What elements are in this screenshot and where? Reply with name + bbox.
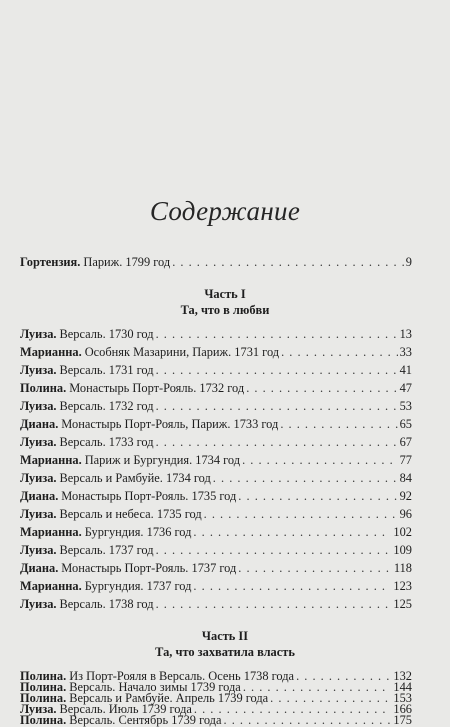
toc-entry-page: 132 bbox=[393, 669, 412, 683]
toc-entry-character: Полина. bbox=[20, 713, 67, 727]
part-2-subtitle: Та, что захватила власть bbox=[155, 645, 295, 659]
toc-entry-character: Диана. bbox=[20, 417, 59, 431]
toc-entry-title: Из Порт-Рояля в Версаль. Осень 1738 года bbox=[69, 669, 295, 683]
toc-entry[interactable] bbox=[20, 471, 412, 485]
toc-leader-dots bbox=[280, 417, 397, 431]
toc-leader-dots bbox=[156, 327, 398, 341]
toc-entry-title: Монастырь Порт-Рояль. 1735 год bbox=[61, 489, 237, 503]
toc-entry-page: 96 bbox=[399, 507, 412, 521]
toc-entry-page: 118 bbox=[393, 561, 412, 575]
toc-entry-character: Марианна. bbox=[20, 579, 82, 593]
toc-entry-page: 47 bbox=[399, 381, 412, 395]
toc-entry-title: Особняк Мазарини, Париж. 1731 год bbox=[84, 345, 280, 359]
toc-entry-title: Версаль. 1730 год bbox=[59, 327, 154, 341]
toc-entry-character: Луиза. bbox=[20, 399, 57, 413]
toc-entry-page: 109 bbox=[393, 543, 412, 557]
toc-entry-page: 13 bbox=[399, 327, 412, 341]
toc-entry-title: Версаль и Рамбуйе. 1734 год bbox=[59, 471, 211, 485]
toc-entry-prologue[interactable] bbox=[20, 255, 412, 269]
toc-entry-character: Луиза. bbox=[20, 597, 57, 611]
toc-entry[interactable] bbox=[20, 597, 412, 611]
toc-entry-character: Луиза. bbox=[20, 471, 57, 485]
toc-entry-character: Полина. bbox=[20, 381, 67, 395]
toc-entry[interactable] bbox=[20, 453, 412, 467]
toc-leader-dots bbox=[238, 561, 392, 575]
toc-entry-character: Гортензия. bbox=[20, 255, 81, 269]
toc-entry-character: Марианна. bbox=[20, 525, 82, 539]
toc-entry-title: Версаль. Июль 1739 года bbox=[59, 702, 192, 716]
toc-entry[interactable] bbox=[20, 345, 412, 359]
toc-entry-title: Версаль. 1737 год bbox=[59, 543, 154, 557]
part-2-label: Часть II bbox=[201, 629, 249, 643]
toc-entry-title: Бургундия. 1737 год bbox=[84, 579, 192, 593]
toc-entry[interactable] bbox=[20, 525, 412, 539]
toc-leader-dots bbox=[156, 597, 392, 611]
toc-entry-page: 125 bbox=[393, 597, 412, 611]
toc-entry-title: Париж и Бургундия. 1734 год bbox=[84, 453, 241, 467]
toc-entry-page: 144 bbox=[393, 680, 412, 694]
toc-entry-page: 153 bbox=[393, 691, 412, 705]
toc-entry-character: Полина. bbox=[20, 680, 67, 694]
toc-leader-dots bbox=[156, 543, 392, 557]
toc-entry-character: Диана. bbox=[20, 489, 59, 503]
toc-entry[interactable] bbox=[20, 579, 412, 593]
toc-entry-title: Монастырь Порт-Рояль. 1732 год bbox=[69, 381, 245, 395]
toc-entry-page: 53 bbox=[399, 399, 412, 413]
toc-entry-title: Версаль. 1738 год bbox=[59, 597, 154, 611]
toc-entry-character: Луиза. bbox=[20, 435, 57, 449]
toc-entry-character: Марианна. bbox=[20, 345, 82, 359]
toc-entry-character: Луиза. bbox=[20, 702, 57, 716]
toc-entry-title: Версаль. 1732 год bbox=[59, 399, 154, 413]
toc-entry-page: 67 bbox=[399, 435, 412, 449]
toc-leader-dots bbox=[156, 435, 398, 449]
toc-leader-dots bbox=[156, 363, 398, 377]
toc-leader-dots bbox=[242, 453, 398, 467]
toc-entry-title: Версаль. Сентябрь 1739 года bbox=[69, 713, 222, 727]
toc-entry-character: Луиза. bbox=[20, 327, 57, 341]
toc-entry-character: Луиза. bbox=[20, 363, 57, 377]
toc-entry[interactable] bbox=[20, 561, 412, 575]
toc-entry-page: 175 bbox=[393, 713, 412, 727]
toc-entry-title: Версаль. 1731 год bbox=[59, 363, 154, 377]
toc-leader-dots bbox=[193, 525, 391, 539]
toc-leader-dots bbox=[204, 507, 398, 521]
toc-entry-page: 33 bbox=[399, 345, 412, 359]
toc-entry[interactable] bbox=[20, 327, 412, 341]
toc-entry-page: 92 bbox=[399, 489, 412, 503]
toc-leader-dots bbox=[156, 399, 398, 413]
toc-entry-character: Полина. bbox=[20, 669, 67, 683]
toc-entry[interactable] bbox=[20, 507, 412, 521]
toc-leader-dots bbox=[193, 579, 391, 593]
toc-entry-page: 65 bbox=[399, 417, 412, 431]
toc-leader-dots bbox=[213, 471, 398, 485]
toc-entry-page: 41 bbox=[399, 363, 412, 377]
toc-entry-page: 77 bbox=[399, 453, 412, 467]
page-title: Содержание bbox=[149, 196, 301, 226]
toc-entry-title: Монастырь Порт-Рояль. 1737 год bbox=[61, 561, 237, 575]
toc-entry[interactable] bbox=[20, 489, 412, 503]
toc-entry[interactable] bbox=[20, 363, 412, 377]
toc-entry-character: Луиза. bbox=[20, 543, 57, 557]
toc-entry-title: Версаль. Начало зимы 1739 года bbox=[69, 680, 241, 694]
toc-entry[interactable] bbox=[20, 435, 412, 449]
toc-entry-page: 102 bbox=[393, 525, 412, 539]
toc-entry-page: 123 bbox=[393, 579, 412, 593]
toc-entry[interactable] bbox=[20, 399, 412, 413]
toc-entry[interactable] bbox=[20, 381, 412, 395]
toc-entry-title: Париж. 1799 год bbox=[83, 255, 171, 269]
part-1-subtitle: Та, что в любви bbox=[180, 303, 270, 317]
toc-entry-title: Версаль и Рамбуйе. Апрель 1739 года bbox=[69, 691, 269, 705]
toc-leader-dots bbox=[172, 255, 404, 269]
toc-entry[interactable] bbox=[20, 417, 412, 431]
toc-entry-title: Монастырь Порт-Рояль, Париж. 1733 год bbox=[61, 417, 279, 431]
toc-entry[interactable] bbox=[20, 543, 412, 557]
toc-entry-character: Диана. bbox=[20, 561, 59, 575]
toc-entry-character: Луиза. bbox=[20, 507, 57, 521]
toc-leader-dots bbox=[238, 489, 397, 503]
toc-entry-page: 84 bbox=[399, 471, 412, 485]
toc-entry-character: Марианна. bbox=[20, 453, 82, 467]
toc-entry-page: 9 bbox=[405, 255, 412, 269]
toc-entry-title: Бургундия. 1736 год bbox=[84, 525, 192, 539]
part-1-label: Часть I bbox=[204, 287, 246, 301]
toc-leader-dots bbox=[246, 381, 397, 395]
toc-entry-title: Версаль и небеса. 1735 год bbox=[59, 507, 202, 521]
toc-entry-title: Версаль. 1733 год bbox=[59, 435, 154, 449]
toc-entry-page: 166 bbox=[393, 702, 412, 716]
toc-entry-character: Полина. bbox=[20, 691, 67, 705]
toc-leader-dots bbox=[281, 345, 398, 359]
